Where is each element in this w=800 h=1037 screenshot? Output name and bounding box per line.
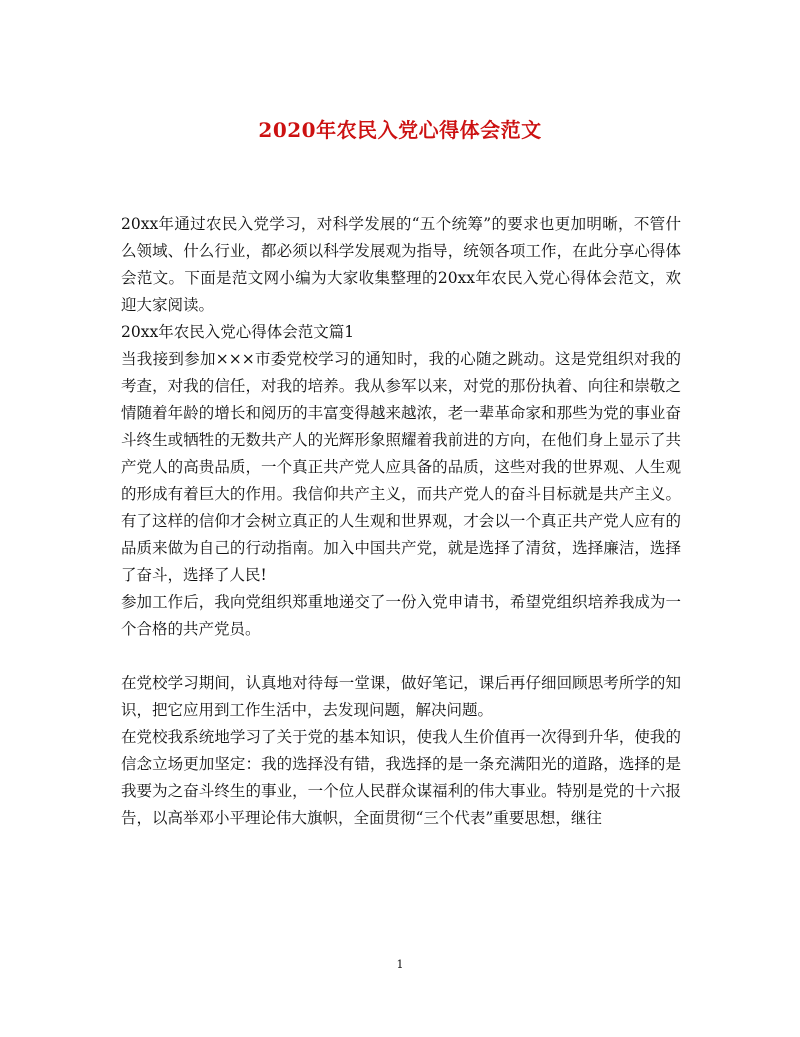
- body-paragraph: 在党校学习期间，认真地对待每一堂课，做好笔记，课后再仔细回顾思考所学的知识，把它应用到工作生活中，去发现问题，解决问题。: [121, 674, 681, 719]
- body-paragraph: 在党校我系统地学习了关于党的基本知识，使我人生价值再一次得到升华，使我的信念立场更加坚定：我的选择没有错，我选择的是一条充满阳光的道路，选择的是我要为之奋斗终生的事业，一个位人民群众谋福利的伟大事业。特别是党的十六报告，以高举邓小平理论伟大旗帜，全面贯彻“三个代表”重要思想，继往: [121, 728, 681, 827]
- section-heading: 20xx年农民入党心得体会范文篇1: [121, 323, 355, 341]
- intro-paragraph: 20xx年通过农民入党学习，对科学发展的“五个统筹”的要求也更加明晰，不管什么领域、什么行业，都必须以科学发展观为指导，统领各项工作，在此分享心得体会范文。下面是范文网小编为大家收集整理的20xx年农民入党心得体会范文，欢迎大家阅读。: [121, 215, 681, 314]
- page-number: 1: [396, 958, 404, 971]
- body-paragraph: 参加工作后，我向党组织郑重地递交了一份入党申请书，希望党组织培养我成为一个合格的共产党员。: [121, 593, 681, 638]
- document-title: 2020年农民入党心得体会范文: [258, 118, 542, 142]
- document-body: [121, 211, 681, 832]
- body-paragraph: 当我接到参加×××市委党校学习的通知时，我的心随之跳动。这是党组织对我的考查，对我的信任，对我的培养。我从参军以来，对党的那份执着、向往和崇敬之情随着年龄的增长和阅历的丰富变得越来越浓，老一辈革命家和那些为党的事业奋斗终生或牺牲的无数共产人的光辉形象照耀着我前进的方向，在他们身上显示了共产党人的高贵品质，一个真正共产党人应具备的品质，这些对我的世界观、人生观的形成有着巨大的作用。我信仰共产主义，而共产党人的奋斗目标就是共产主义。有了这样的信仰才会树立真正的人生观和世界观，才会以一个真正共产党人应有的品质来做为自己的行动指南。加入中国共产党，就是选择了清贫，选择廉洁，选择了奋斗，选择了人民!: [121, 350, 681, 584]
- paragraph-spacer: [121, 643, 681, 670]
